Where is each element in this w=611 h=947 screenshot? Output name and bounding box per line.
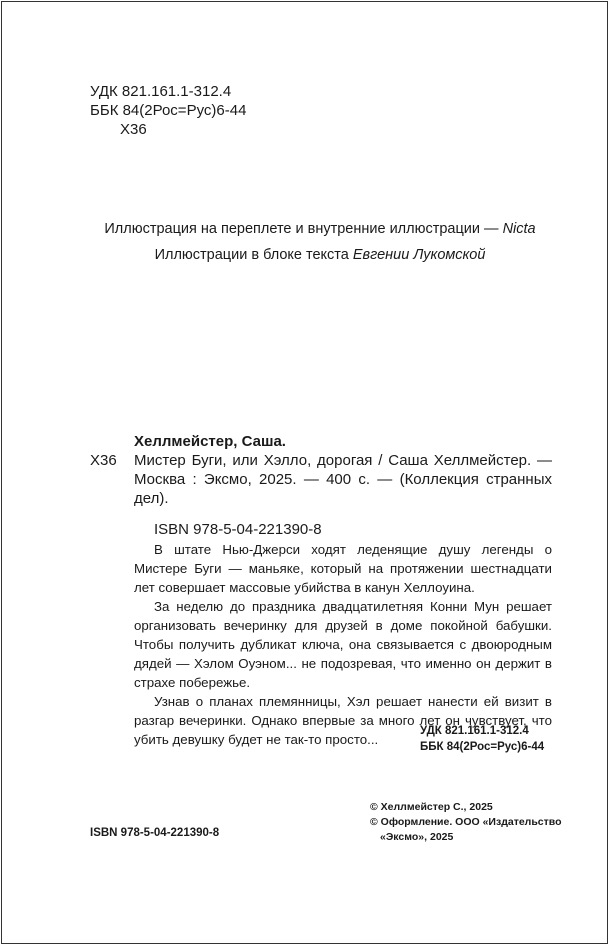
udk-code: УДК 821.161.1-312.4 xyxy=(90,83,232,100)
copyright-design: © Оформление. ООО «Издательство xyxy=(370,816,562,828)
bibliographic-entry xyxy=(90,432,552,539)
annotation-paragraph: Узнав о планах племянницы, Хэл решает нанести ей визит в разгар вечеринки. Однако впервые за много лет он чувствует, что убить девушку будет не так-то просто... xyxy=(134,694,552,747)
footer-codes xyxy=(420,723,544,755)
bbk-code: ББК 84(2Рос=Рус)6-44 xyxy=(90,102,247,119)
annotation-paragraph: За неделю до праздника двадцатилетняя Конни Мун решает организовать вечеринку для друзей в доме покойной бабушки. Чтобы получить дубликат ключа, она связывается с двоюродным дядей — Хэлом Оуэном... не подозревая, что именно он держит в страхе побережье. xyxy=(134,599,552,690)
copyright-publisher: «Эксмо», 2025 xyxy=(380,831,454,843)
credit-line-text: Иллюстрации в блоке текста Евгении Лукомской xyxy=(154,247,486,263)
footer-bbk: ББК 84(2Рос=Рус)6-44 xyxy=(420,741,545,753)
illustrator-name: Nicta xyxy=(502,221,536,237)
footer-isbn: ISBN 978-5-04-221390-8 xyxy=(90,827,220,839)
annotation-paragraph: В штате Нью-Джерси ходят леденящие душу легенды о Мистере Буги — маньяке, который на протяжении шестнадцати лет совершает массовые убийства в канун Хеллоуина. xyxy=(134,542,552,595)
entry-isbn: ISBN 978-5-04-221390-8 xyxy=(154,521,322,538)
copyright-author: © Хеллмейстер С., 2025 xyxy=(370,801,493,813)
credit-line-cover: Иллюстрация на переплете и внутренние иллюстрации — Nicta xyxy=(104,221,536,237)
author-mark: Х36 xyxy=(120,121,147,138)
entry-row xyxy=(90,451,552,508)
entry-author: Хеллмейстер, Саша. xyxy=(134,433,286,450)
footer-udk: УДК 821.161.1-312.4 xyxy=(420,725,529,737)
entry-code: Х36 xyxy=(90,452,117,469)
annotation xyxy=(134,540,552,749)
illustration-credits xyxy=(0,216,611,268)
entry-description: Мистер Буги, или Хэлло, дорогая / Саша Хеллмейстер. — Москва : Эксмо, 2025. — 400 с. — (Коллекция странных дел). xyxy=(134,452,552,507)
classification-codes xyxy=(90,82,246,139)
illustrator-name-text: Евгении Лукомской xyxy=(352,247,486,263)
copyright-block xyxy=(370,800,562,845)
